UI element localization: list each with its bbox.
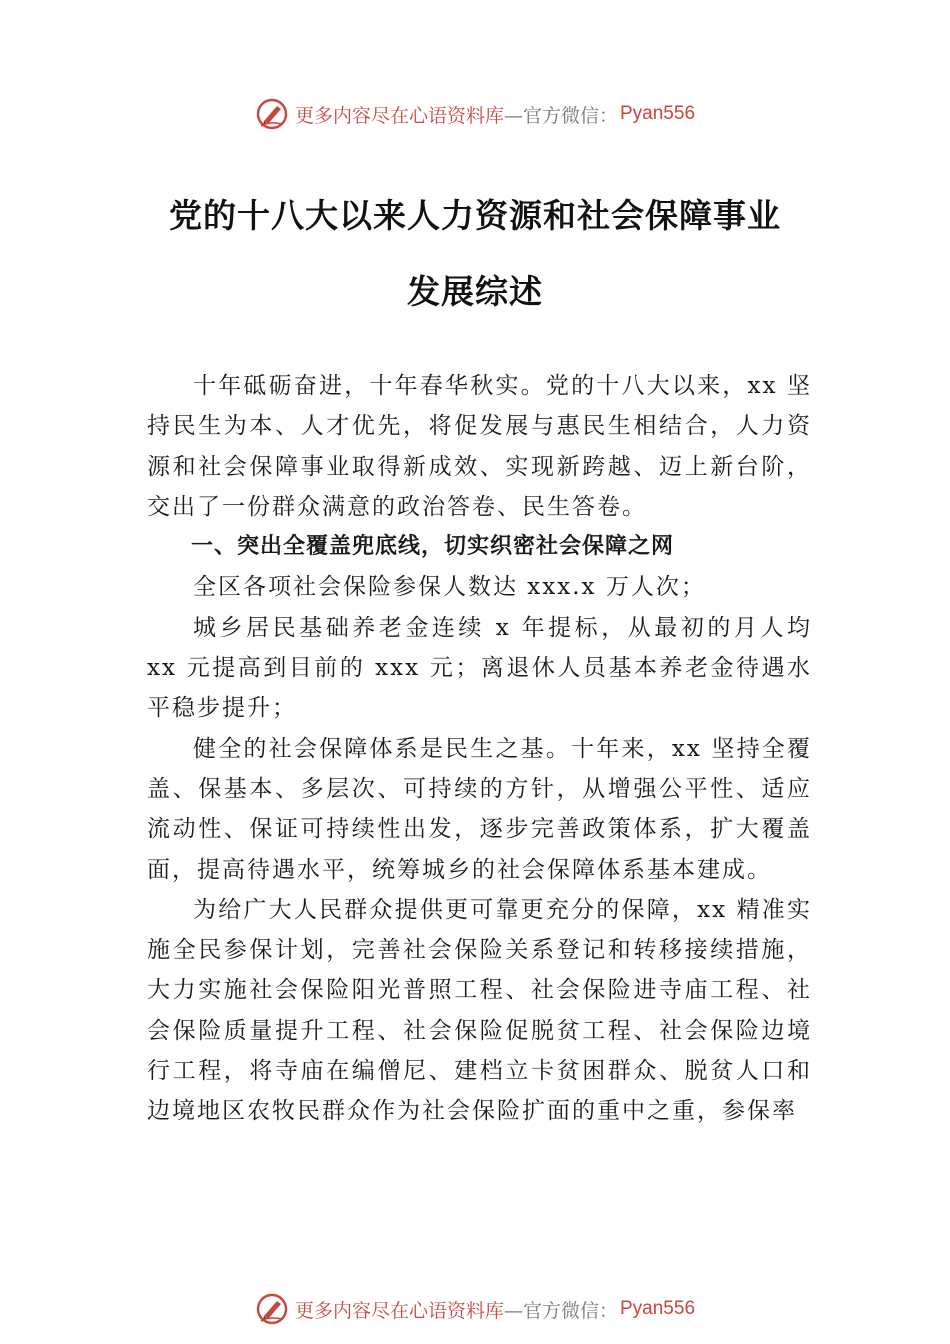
pen-logo-icon <box>255 1292 289 1326</box>
pen-logo-icon <box>255 97 289 131</box>
watermark-text: 更多内容尽在心语资料库 <box>294 104 504 127</box>
watermark-text: 更多内容尽在心语资料库 <box>294 1299 504 1322</box>
paragraph-intro: 十年砥砺奋进，十年春华秋实。党的十八大以来，xx 坚持民生为本、人才优先，将促发展与惠民生相结合，人力资源和社会保障事业取得新成效、实现新跨越、迈上新台阶， 交出了一份群众满意的政治答卷、民生答卷。 <box>147 373 812 520</box>
paragraph-pension: 城乡居民基础养老金连续 x 年提标，从最初的月人均 xx 元提高到目前的 xxx 元；离退休人员基本养老金待遇水平稳步提升； <box>147 614 812 722</box>
watermark-wechat-id: Pyan556 <box>620 1298 696 1319</box>
paragraph-social-security-system: 健全的社会保障体系是民生之基。十年来，xx 坚持全覆盖、保基本、多层次、可持续的方针，从增强公平性、适应流动性、保证可持续性出发，逐步完善政策体系，扩大覆盖面，提高待遇水平，统筹城乡的社会保障体系基本建成。 <box>147 735 812 883</box>
document-title-line2: 发展综述 <box>407 272 543 311</box>
watermark-separator: —官方微信： <box>503 104 618 127</box>
paragraph-universal-insurance: 为给广大人民群众提供更可靠更充分的保障，xx 精准实施全民参保计划，完善社会保险关系登记和转移接续措施， 大力实施社会保险阳光普照工程、社会保险进寺庙工程、社会保险质量提升工程、社会保险促脱贫工程、社会保险边境行工程，将寺庙在编僧尼、建档立卡贫困群众、脱贫人口和边境地区农牧民群众作为社会保险扩面的重中之重，参保率 <box>147 896 812 1125</box>
document-body <box>147 366 812 1132</box>
section-heading-1: 一、突出全覆盖兜底线，切实织密社会保障之网 <box>191 534 675 560</box>
watermark-separator: —官方微信： <box>503 1299 618 1322</box>
document-title-line1: 党的十八大以来人力资源和社会保障事业 <box>169 196 781 235</box>
watermark-footer <box>0 1289 950 1329</box>
watermark-wechat-id: Pyan556 <box>620 103 696 124</box>
watermark-header <box>0 94 950 134</box>
paragraph-insured-count: 全区各项社会保险参保人数达 xxx.x 万人次； <box>193 574 706 601</box>
